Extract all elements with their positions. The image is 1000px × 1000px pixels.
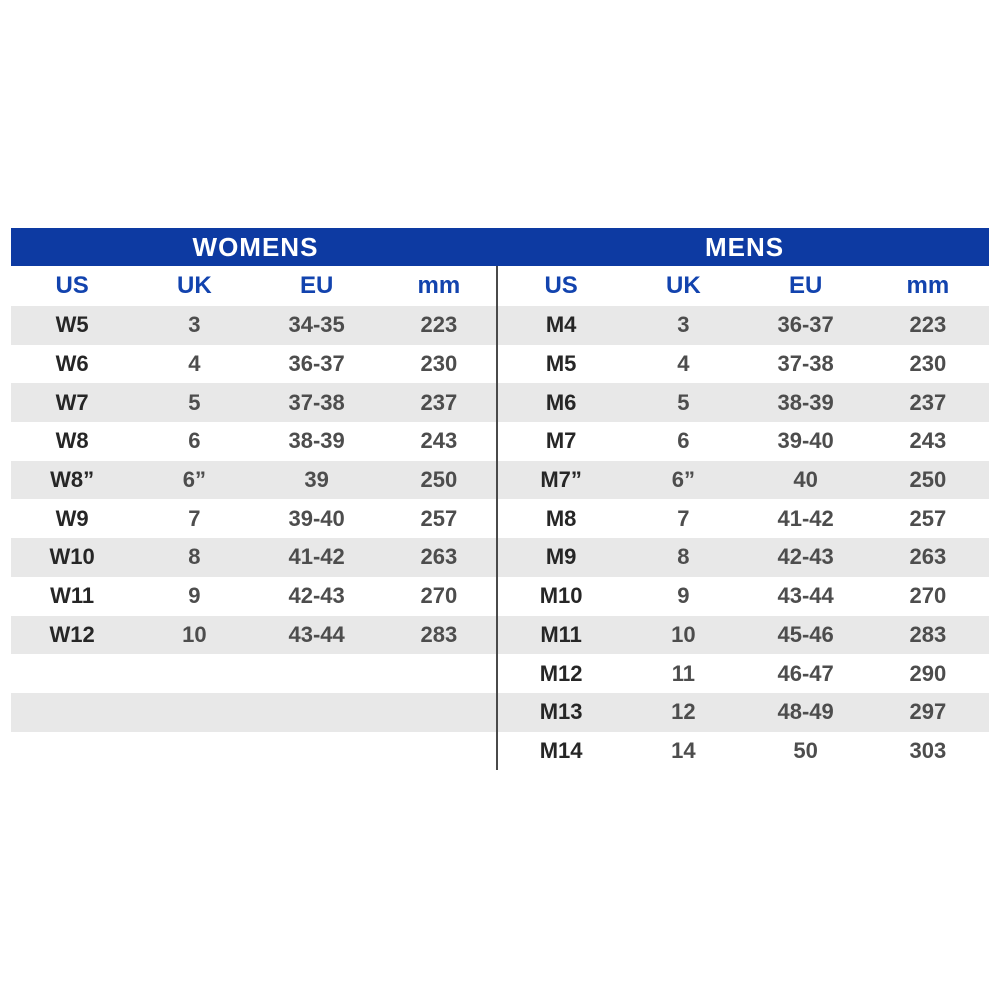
size-value-cell: 297 <box>909 699 947 725</box>
size-value-cell <box>256 654 378 693</box>
size-value-cell: 37-38 <box>777 351 834 377</box>
size-label-cell: M13 <box>539 699 583 725</box>
table-row <box>11 499 989 538</box>
size-value-cell: 43-44 <box>777 583 834 609</box>
size-value-cell: 42-43 <box>777 544 834 570</box>
table-row <box>11 422 989 461</box>
mens-section-title: MENS <box>704 231 785 262</box>
column-header: EU <box>299 272 334 299</box>
size-label-cell: W10 <box>49 544 95 570</box>
size-label-cell: W11 <box>50 583 95 609</box>
table-row <box>11 616 989 655</box>
size-value-cell: 36-37 <box>288 351 345 377</box>
size-value-cell: 50 <box>793 737 818 763</box>
size-value-cell <box>133 732 255 771</box>
womens-row-half <box>11 616 500 655</box>
size-label-cell: M6 <box>545 389 577 415</box>
size-value-cell: 6 <box>188 428 201 454</box>
table-row <box>11 577 989 616</box>
size-value-cell: 10 <box>671 621 696 647</box>
size-value-cell <box>133 693 255 732</box>
size-value-cell: 6” <box>671 467 695 493</box>
size-value-cell: 303 <box>909 737 947 763</box>
size-value-cell <box>256 693 378 732</box>
size-label-cell: W8 <box>55 428 89 454</box>
mens-row-half <box>500 499 989 538</box>
size-value-cell <box>378 654 500 693</box>
size-value-cell: 263 <box>909 544 947 570</box>
mens-header-half <box>500 266 989 306</box>
size-value-cell: 8 <box>677 544 690 570</box>
size-value-cell: 38-39 <box>777 389 834 415</box>
size-value-cell: 42-43 <box>288 583 345 609</box>
size-value-cell: 9 <box>188 583 201 609</box>
size-value-cell: 283 <box>420 621 458 647</box>
womens-row-half <box>11 732 500 771</box>
mens-row-half <box>500 422 989 461</box>
mens-row-half <box>500 693 989 732</box>
table-row <box>11 732 989 771</box>
column-header: EU <box>788 272 823 299</box>
womens-row-half <box>11 461 500 500</box>
mens-row-half <box>500 461 989 500</box>
size-value-cell: 237 <box>420 389 458 415</box>
size-value-cell: 6 <box>677 428 690 454</box>
size-value-cell: 243 <box>909 428 947 454</box>
size-value-cell: 9 <box>677 583 690 609</box>
mens-row-half <box>500 345 989 384</box>
size-label-cell: M7 <box>545 428 577 454</box>
mens-row-half <box>500 383 989 422</box>
size-value-cell: 36-37 <box>777 312 834 338</box>
size-value-cell: 3 <box>677 312 690 338</box>
size-value-cell: 8 <box>188 544 201 570</box>
size-value-cell: 4 <box>188 351 201 377</box>
size-value-cell: 250 <box>420 467 458 493</box>
table-row <box>11 538 989 577</box>
column-header: US <box>55 272 89 299</box>
size-label-cell: M12 <box>539 660 583 686</box>
mens-row-half <box>500 616 989 655</box>
table-row <box>11 383 989 422</box>
size-value-cell: 34-35 <box>288 312 345 338</box>
size-value-cell: 283 <box>909 621 947 647</box>
size-label-cell: M7” <box>540 467 582 493</box>
womens-row-half <box>11 538 500 577</box>
size-label-cell: M9 <box>545 544 577 570</box>
size-value-cell: 45-46 <box>777 621 834 647</box>
mens-row-half <box>500 654 989 693</box>
size-label-cell: M10 <box>539 583 583 609</box>
womens-row-half <box>11 383 500 422</box>
size-label-cell <box>11 654 133 693</box>
section-divider-line <box>496 266 498 770</box>
size-value-cell: 41-42 <box>777 505 834 531</box>
size-value-cell: 257 <box>909 505 947 531</box>
size-value-cell: 243 <box>420 428 458 454</box>
womens-row-half <box>11 345 500 384</box>
size-value-cell: 270 <box>909 583 947 609</box>
size-value-cell: 41-42 <box>288 544 345 570</box>
column-header-row <box>11 266 989 306</box>
table-row <box>11 461 989 500</box>
size-label-cell: M5 <box>545 351 577 377</box>
size-value-cell <box>256 732 378 771</box>
womens-row-half <box>11 577 500 616</box>
mens-row-half <box>500 538 989 577</box>
column-header: mm <box>906 272 950 299</box>
size-value-cell: 14 <box>671 737 696 763</box>
table-row <box>11 345 989 384</box>
size-label-cell <box>11 732 133 771</box>
size-label-cell: W5 <box>55 312 89 338</box>
size-value-cell: 11 <box>671 660 695 686</box>
size-value-cell <box>133 654 255 693</box>
womens-row-half <box>11 422 500 461</box>
size-value-cell: 5 <box>188 389 201 415</box>
size-value-cell: 257 <box>420 505 458 531</box>
size-value-cell: 270 <box>420 583 458 609</box>
size-value-cell: 40 <box>793 467 818 493</box>
size-value-cell: 263 <box>420 544 458 570</box>
column-header: US <box>544 272 578 299</box>
size-table-grid <box>11 266 989 770</box>
size-value-cell: 290 <box>909 660 947 686</box>
size-value-cell: 5 <box>677 389 690 415</box>
size-value-cell: 43-44 <box>288 621 345 647</box>
column-header: mm <box>417 272 461 299</box>
table-row <box>11 693 989 732</box>
size-value-cell: 39 <box>304 467 329 493</box>
womens-row-half <box>11 693 500 732</box>
mens-row-half <box>500 577 989 616</box>
table-row <box>11 306 989 345</box>
size-value-cell: 37-38 <box>288 389 345 415</box>
size-label-cell: W12 <box>49 621 95 647</box>
size-value-cell <box>378 693 500 732</box>
table-row <box>11 654 989 693</box>
size-value-cell: 250 <box>909 467 947 493</box>
size-value-cell: 4 <box>677 351 690 377</box>
size-label-cell: M11 <box>540 621 582 647</box>
womens-header-half <box>11 266 500 306</box>
size-value-cell: 7 <box>188 505 201 531</box>
size-value-cell: 223 <box>909 312 947 338</box>
size-value-cell: 230 <box>420 351 458 377</box>
womens-row-half <box>11 499 500 538</box>
size-value-cell: 230 <box>909 351 947 377</box>
chart-header-band <box>11 228 989 266</box>
size-value-cell <box>378 732 500 771</box>
size-value-cell: 38-39 <box>288 428 345 454</box>
column-header: UK <box>666 272 701 299</box>
size-value-cell: 7 <box>677 505 690 531</box>
womens-row-half <box>11 654 500 693</box>
size-label-cell: W7 <box>55 389 89 415</box>
size-value-cell: 6” <box>182 467 206 493</box>
size-value-cell: 10 <box>182 621 207 647</box>
size-label-cell: M8 <box>545 505 577 531</box>
shoe-size-chart <box>11 228 989 770</box>
mens-row-half <box>500 306 989 345</box>
size-value-cell: 39-40 <box>288 505 345 531</box>
size-value-cell: 46-47 <box>777 660 834 686</box>
size-value-cell: 12 <box>671 699 696 725</box>
womens-section-title: WOMENS <box>192 231 319 262</box>
size-label-cell <box>11 693 133 732</box>
size-value-cell: 39-40 <box>777 428 834 454</box>
size-value-cell: 3 <box>188 312 201 338</box>
column-header: UK <box>177 272 212 299</box>
womens-row-half <box>11 306 500 345</box>
size-label-cell: W8” <box>50 467 95 493</box>
size-label-cell: M14 <box>539 737 583 763</box>
size-value-cell: 237 <box>909 389 947 415</box>
size-label-cell: W9 <box>55 505 89 531</box>
size-label-cell: M4 <box>545 312 577 338</box>
size-label-cell: W6 <box>55 351 89 377</box>
size-value-cell: 48-49 <box>777 699 834 725</box>
mens-row-half <box>500 732 989 771</box>
size-value-cell: 223 <box>420 312 458 338</box>
